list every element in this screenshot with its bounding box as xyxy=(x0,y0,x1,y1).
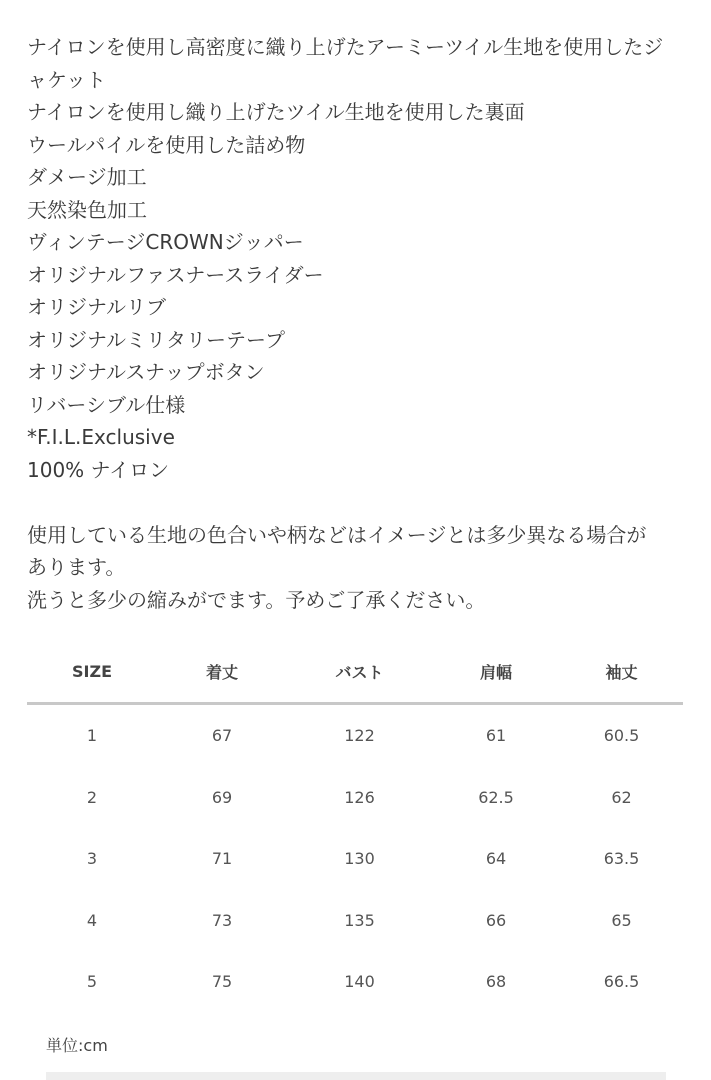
care-note-line: 使用している生地の色合いや柄などはイメージとは多少異なる場合が xyxy=(27,522,647,547)
unit-label: 単位:cm xyxy=(46,1036,108,1055)
table-cell: 66 xyxy=(485,910,507,930)
table-cell: 71 xyxy=(211,849,233,869)
table-cell: 65 xyxy=(611,910,632,930)
table-cell: 75 xyxy=(211,972,233,992)
table-row xyxy=(27,890,683,952)
description-line: *F.I.L.Exclusive xyxy=(27,425,175,449)
column-header-length: 着丈 xyxy=(205,662,238,682)
table-cell: 73 xyxy=(211,910,233,930)
table-cell: 5 xyxy=(86,972,98,992)
table-cell: 69 xyxy=(211,787,233,807)
table-cell: 68 xyxy=(485,972,507,992)
description-line: ヴィンテージCROWNジッパー xyxy=(27,230,304,254)
table-cell: 2 xyxy=(86,787,98,807)
table-cell: 63.5 xyxy=(603,849,640,869)
description-line: ナイロンを使用し高密度に織り上げたアーミーツイル生地を使用したジ xyxy=(27,35,664,59)
care-note-line: 洗うと多少の縮みがでます。予めご了承ください。 xyxy=(27,587,486,612)
column-header-size: SIZE xyxy=(71,661,112,681)
description-line: ャケット xyxy=(27,67,106,92)
table-cell: 130 xyxy=(344,849,375,869)
table-row xyxy=(27,951,683,1013)
description-line: オリジナルミリタリーテープ xyxy=(27,327,285,352)
bottom-divider xyxy=(46,1072,666,1080)
table-cell: 62.5 xyxy=(478,787,514,807)
table-cell: 66.5 xyxy=(603,972,640,992)
size-table-header xyxy=(27,640,683,705)
table-cell: 3 xyxy=(86,849,98,869)
description-line: ナイロンを使用し織り上げたツイル生地を使用した裏面 xyxy=(27,100,525,124)
table-cell: 126 xyxy=(344,787,375,807)
table-cell: 67 xyxy=(211,726,233,746)
table-cell: 140 xyxy=(344,972,375,992)
table-cell: 61 xyxy=(485,726,507,746)
care-note-line: あります。 xyxy=(27,555,126,579)
description-line: オリジナルファスナースライダー xyxy=(27,262,324,287)
table-row xyxy=(27,828,683,890)
description-line: オリジナルスナップボタン xyxy=(27,360,265,384)
product-description xyxy=(27,31,687,616)
table-cell: 135 xyxy=(344,910,375,930)
table-cell: 62 xyxy=(611,787,632,807)
column-header-bust: バスト xyxy=(335,662,384,682)
paragraph-gap xyxy=(27,486,687,519)
description-line: オリジナルリブ xyxy=(27,295,166,319)
column-header-shoulder: 肩幅 xyxy=(479,662,512,682)
table-cell: 122 xyxy=(344,726,375,746)
table-cell: 1 xyxy=(86,726,98,746)
table-cell: 64 xyxy=(485,849,507,869)
table-cell: 4 xyxy=(86,910,98,930)
column-header-sleeve: 袖丈 xyxy=(605,662,638,682)
description-line: 100% ナイロン xyxy=(27,457,170,482)
table-row xyxy=(27,767,683,829)
description-line: ウールパイルを使用した詰め物 xyxy=(27,132,306,157)
table-cell: 60.5 xyxy=(603,726,640,746)
description-line: 天然染色加工 xyxy=(27,197,147,222)
description-line: ダメージ加工 xyxy=(27,165,147,189)
table-row xyxy=(27,705,683,767)
size-table xyxy=(27,640,683,1013)
description-line: リバーシブル仕様 xyxy=(27,392,186,417)
